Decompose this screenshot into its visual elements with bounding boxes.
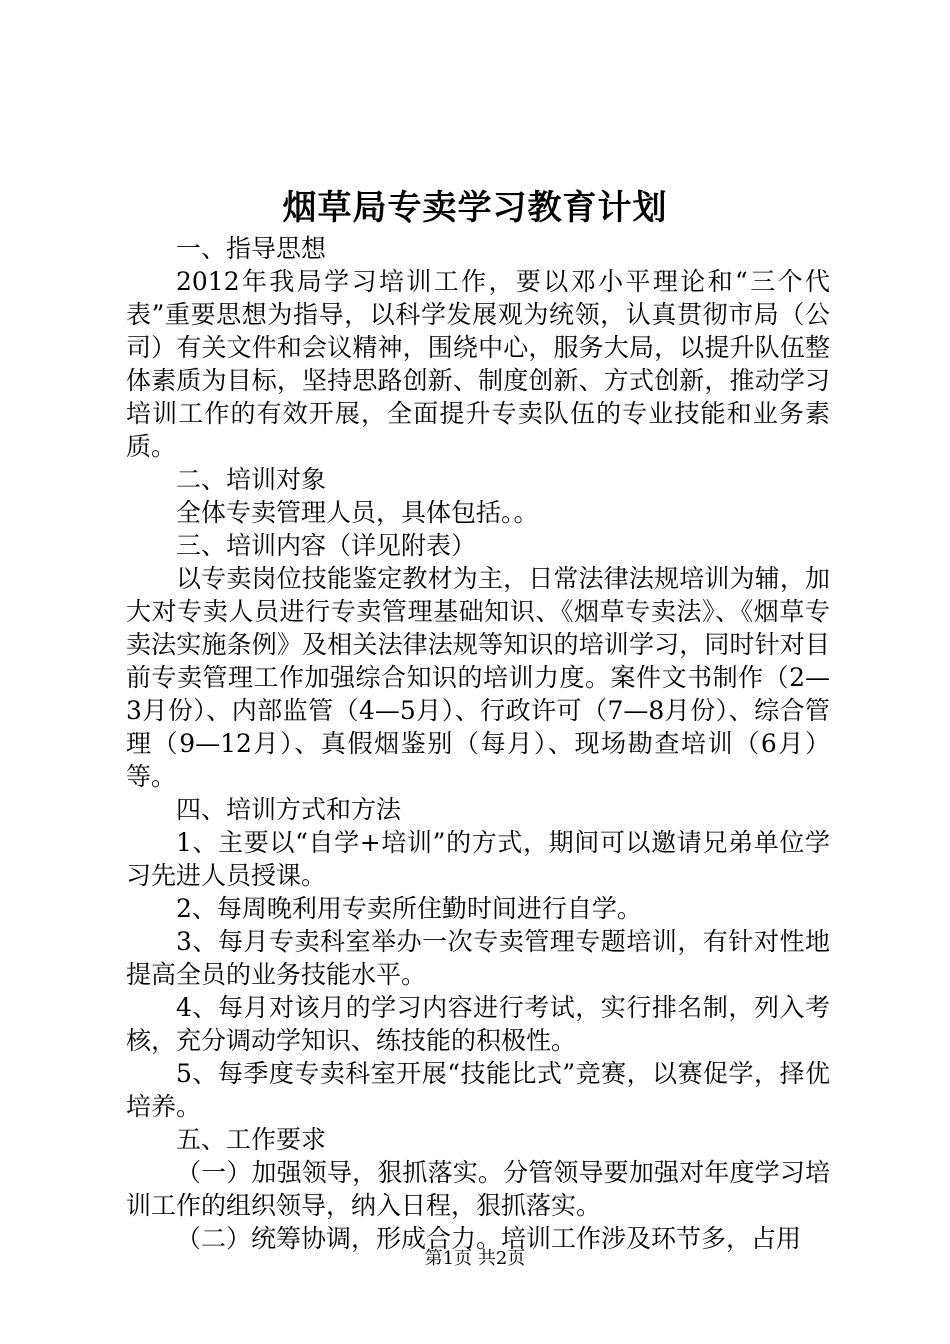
paragraph: 2012年我局学习培训工作，要以邓小平理论和“三个代表”重要思想为指导，以科学发展观为统领，认真贯彻市局（公司）有关文件和会议精神，围绕中心，服务大局，以提升队伍整体素质为目标，坚持思路创新、制度创新、方式创新，推动学习培训工作的有效开展，全面提升专卖队伍的专业技能和业务素质。 (126, 267, 830, 461)
heading-guiding-ideology: 一、指导思想 (176, 234, 327, 263)
document-body (126, 232, 830, 1255)
heading-training-content: 三、培训内容（详见附表） (176, 531, 477, 560)
list-item: 3、每月专卖科室举办一次专卖管理专题培训，有针对性地提高全员的业务技能水平。 (126, 927, 830, 989)
list-item: 5、每季度专卖科室开展“技能比式”竞赛，以赛促学，择优培养。 (126, 1059, 830, 1121)
page-footer: 第1页 共2页 (424, 1248, 526, 1269)
paragraph: 全体专卖管理人员，具体包括。。 (176, 498, 539, 527)
list-item: （一）加强领导，狠抓落实。分管领导要加强对年度学习培训工作的组织领导，纳入日程，狠抓落实。 (126, 1158, 830, 1220)
document-title: 烟草局专卖学习教育计划 (282, 188, 668, 228)
list-item: 1、主要以“自学+培训”的方式，期间可以邀请兄弟单位学习先进人员授课。 (126, 828, 830, 890)
list-item: 4、每月对该月的学习内容进行考试，实行排名制，列入考核，充分调动学知识、练技能的积极性。 (126, 993, 830, 1055)
heading-training-targets: 二、培训对象 (176, 465, 327, 494)
heading-training-methods: 四、培训方式和方法 (176, 795, 402, 824)
list-item: （二）统筹协调，形成合力。培训工作涉及环节多，占用 (176, 1224, 802, 1253)
heading-work-requirements: 五、工作要求 (176, 1125, 327, 1154)
list-item: 2、每周晚利用专卖所住勤时间进行自学。 (176, 894, 642, 923)
paragraph: 以专卖岗位技能鉴定教材为主，日常法律法规培训为辅，加大对专卖人员进行专卖管理基础知识、《烟草专卖法》、《烟草专卖法实施条例》及相关法律法规等知识的培训学习，同时针对目前专卖管理工作加强综合知识的培训力度。案件文书制作（2—3月份）、内部监管（4—5月）、行政许可（7—8月份）、综合管理（9—12月）、真假烟鉴别（每月）、现场勘查培训（6月）等。 (126, 564, 830, 791)
